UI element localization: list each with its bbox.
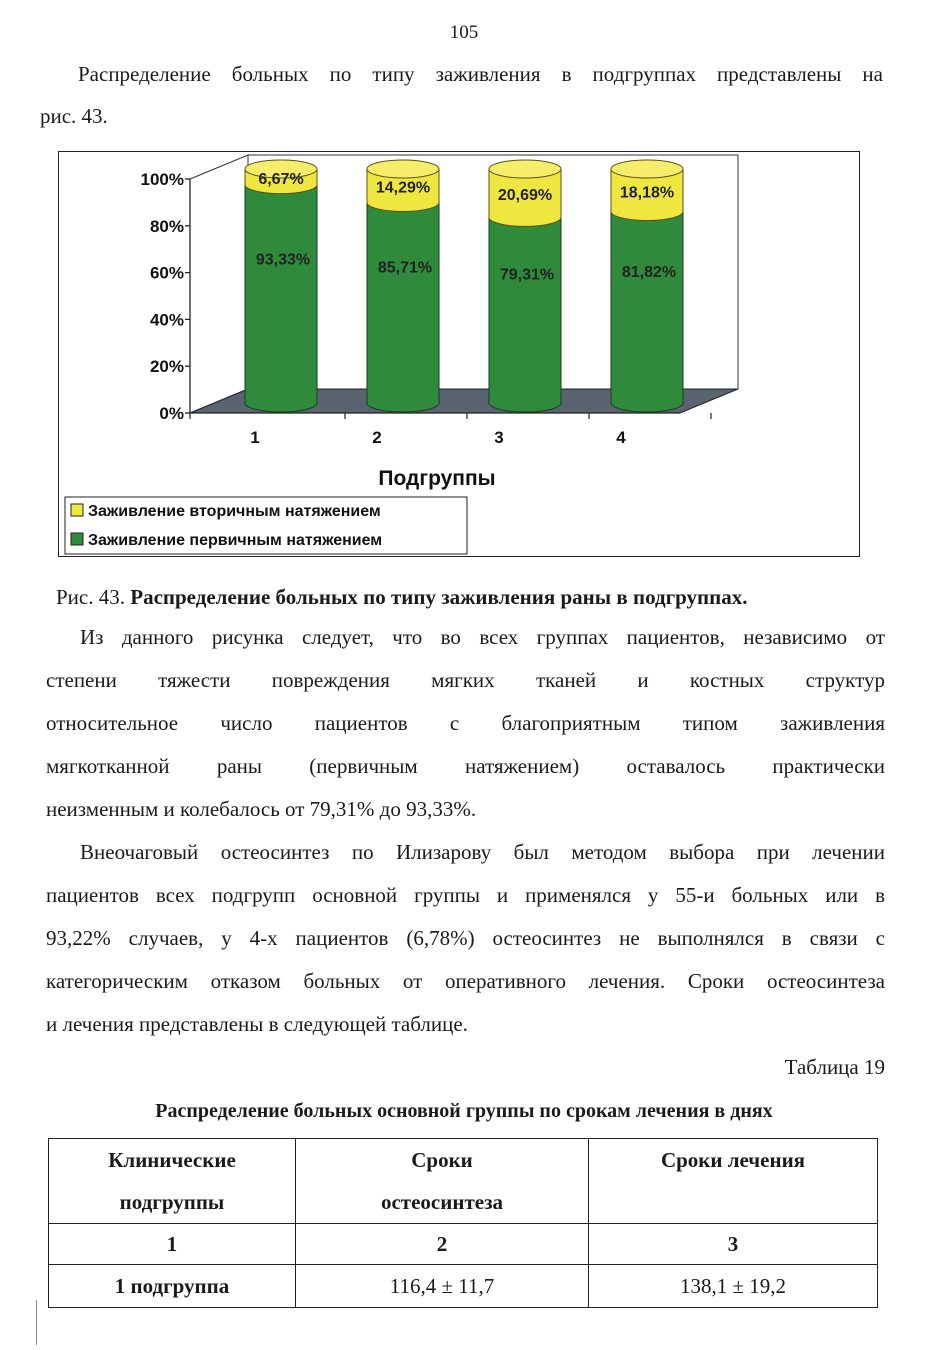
- x-axis-title: Подгруппы: [378, 467, 496, 490]
- bar-top-cap: [489, 160, 561, 178]
- header-line: подгруппы: [119, 1190, 225, 1214]
- margin-rule: [36, 1300, 37, 1345]
- y-tick-label: 40%: [149, 310, 184, 330]
- y-tick-label: 80%: [149, 216, 184, 236]
- paragraph-line: степени тяжести повреждения мягких тканей и костных структур: [46, 668, 885, 692]
- paragraph-line: мягкотканной раны (первичным натяжением) оставалось практически: [46, 754, 885, 778]
- legend-swatch: [71, 504, 83, 516]
- column-number: 3: [589, 1224, 878, 1265]
- y-tick-label: 20%: [149, 357, 184, 377]
- table-row: [49, 1265, 878, 1308]
- bar-top-cap: [367, 160, 439, 178]
- header-line: Клинические: [108, 1148, 236, 1172]
- caption-prefix: Рис. 43.: [56, 585, 125, 609]
- data-table: [48, 1138, 878, 1308]
- table-header-row: [49, 1139, 878, 1224]
- y-tick-label: 60%: [149, 263, 184, 283]
- data-label-secondary: 18,18%: [619, 184, 675, 202]
- header-line: Сроки: [411, 1148, 473, 1172]
- data-label-primary: 79,31%: [499, 266, 555, 284]
- legend-label: Заживление вторичным натяжением: [88, 503, 381, 520]
- figure-caption: [56, 585, 748, 610]
- table-cell: 138,1 ± 19,2: [589, 1265, 878, 1308]
- table-cell: 1 подгруппа: [49, 1265, 296, 1308]
- x-tick-label: 1: [250, 428, 260, 447]
- table-label: Таблица 19: [784, 1055, 885, 1079]
- table-cell: 116,4 ± 11,7: [296, 1265, 589, 1308]
- y-tick-label: 0%: [159, 404, 184, 423]
- page-number: 105: [449, 22, 479, 43]
- bar-primary: [611, 212, 683, 412]
- header-cell: [589, 1139, 878, 1224]
- caption-title: Распределение больных по типу заживления раны в подгруппах.: [130, 585, 748, 609]
- paragraph-line: неизменным и колебалось от 79,31% до 93,33%.: [46, 797, 477, 821]
- paragraph-line: относительное число пациентов с благоприятным типом заживления: [46, 711, 885, 735]
- paragraph-line: Из данного рисунка следует, что во всех группах пациентов, независимо от: [80, 625, 885, 649]
- intro-line-2: рис. 43.: [40, 104, 108, 128]
- data-label-primary: 81,82%: [621, 263, 677, 281]
- bar-primary: [367, 202, 439, 412]
- paragraph-line: категорическим отказом больных от оперативного лечения. Сроки остеосинтеза: [46, 969, 885, 993]
- y-tick-label: 100%: [140, 170, 184, 189]
- x-tick-label: 4: [616, 428, 626, 447]
- data-label-secondary: 20,69%: [497, 187, 553, 205]
- intro-line-1: Распределение больных по типу заживления в подгруппах представлены на: [78, 62, 883, 86]
- paragraph-line: пациентов всех подгрупп основной группы и применялся у 55-и больных или в: [46, 883, 885, 907]
- bar-primary: [489, 217, 561, 412]
- legend-swatch: [71, 533, 83, 545]
- data-label-primary: 93,33%: [255, 251, 311, 269]
- table-number-row: [49, 1224, 878, 1265]
- column-number: 1: [49, 1224, 296, 1265]
- paragraph-line: Внеочаговый остеосинтез по Илизарову был методом выбора при лечении: [80, 840, 885, 864]
- header-cell: [49, 1139, 296, 1224]
- paragraph-line: 93,22% случаев, у 4-х пациентов (6,78%) остеосинтез не выполнялся в связи с: [46, 926, 885, 950]
- chart-side-wall: [190, 155, 248, 413]
- data-label-secondary: 6,67%: [258, 170, 304, 188]
- paragraph-line: и лечения представлены в следующей таблице.: [46, 1012, 468, 1036]
- bar-top-cap: [611, 160, 683, 178]
- header-line: остеосинтеза: [380, 1190, 504, 1214]
- chart: [0, 0, 928, 600]
- x-tick-label: 3: [494, 428, 504, 447]
- legend-label: Заживление первичным натяжением: [88, 532, 383, 549]
- data-label-secondary: 14,29%: [375, 179, 431, 197]
- header-line: Сроки лечения: [660, 1148, 806, 1172]
- data-label-primary: 85,71%: [377, 259, 433, 277]
- table-title: Распределение больных основной группы по срокам лечения в днях: [155, 1100, 773, 1122]
- bar-primary: [245, 185, 317, 412]
- header-cell: [296, 1139, 589, 1224]
- x-tick-label: 2: [372, 428, 382, 447]
- column-number: 2: [296, 1224, 589, 1265]
